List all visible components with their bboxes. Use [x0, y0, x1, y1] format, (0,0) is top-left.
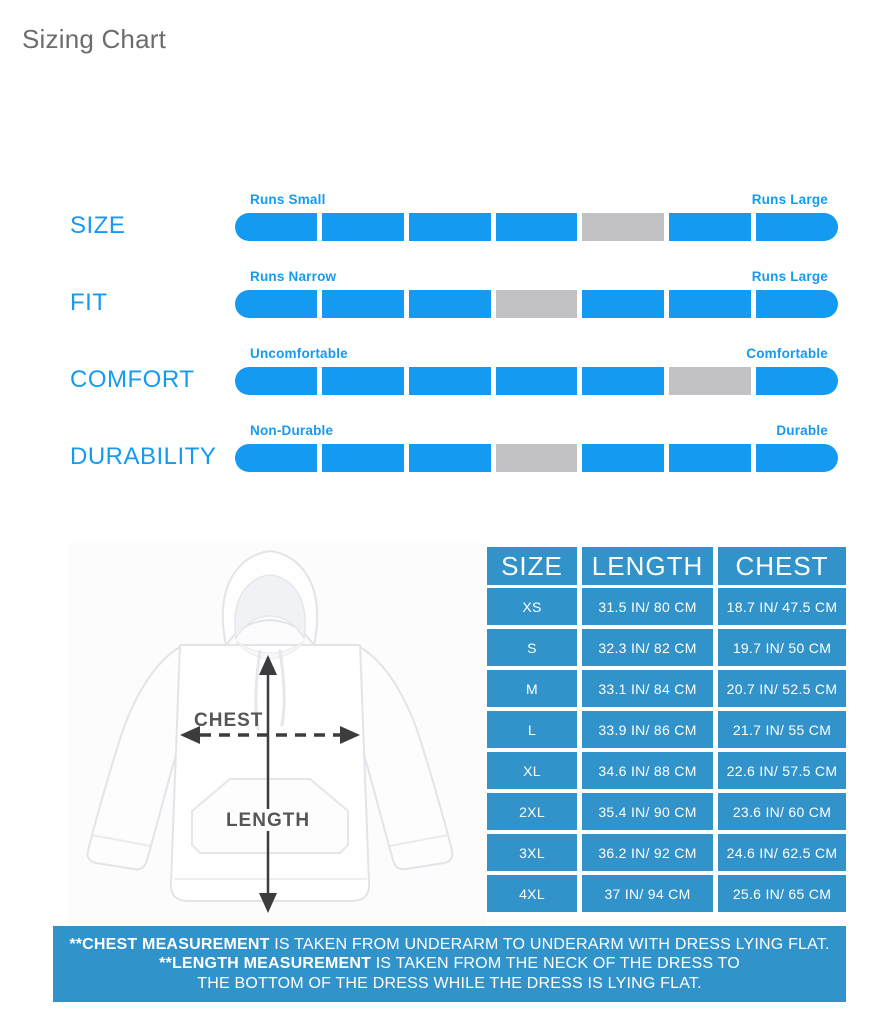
- bar-caption-right: Durable: [776, 423, 828, 438]
- bar-segment: [496, 213, 578, 241]
- table-cell: 33.1 IN/ 84 CM: [582, 670, 713, 707]
- table-cell: 31.5 IN/ 80 CM: [582, 588, 713, 625]
- length-note-rest-2: THE BOTTOM OF THE DRESS WHILE THE DRESS IS LYING FLAT.: [197, 974, 702, 992]
- bar-segment: [582, 367, 664, 395]
- table-cell: 19.7 IN/ 50 CM: [718, 629, 846, 666]
- bar-segment-marker: [496, 290, 578, 318]
- table-cell: 37 IN/ 94 CM: [582, 875, 713, 912]
- bar-segment: [756, 213, 838, 241]
- bar-segment: [582, 444, 664, 472]
- rating-row: [0, 346, 887, 423]
- table-header-cell: LENGTH: [582, 547, 713, 585]
- bar-segment: [756, 290, 838, 318]
- table-header-cell: SIZE: [487, 547, 577, 585]
- table-cell: 2XL: [487, 793, 577, 830]
- bar-caption-right: Runs Large: [751, 192, 828, 207]
- bar-caption-left: Non-Durable: [250, 423, 334, 438]
- table-cell: 18.7 IN/ 47.5 CM: [718, 588, 846, 625]
- bar-segment: [669, 213, 751, 241]
- bar-caption-left: Uncomfortable: [250, 346, 348, 361]
- bar-segment: [409, 367, 491, 395]
- table-cell: 21.7 IN/ 55 CM: [718, 711, 846, 748]
- bar-segment: [409, 290, 491, 318]
- rating-row: [0, 423, 887, 500]
- table-cell: 4XL: [487, 875, 577, 912]
- length-note-bold: **LENGTH MEASUREMENT: [159, 955, 372, 973]
- table-cell: L: [487, 711, 577, 748]
- size-table: [487, 547, 846, 912]
- page-title: Sizing Chart: [22, 24, 167, 54]
- bar-segment: [235, 290, 317, 318]
- bar-captions: [235, 346, 838, 363]
- length-note-line: [159, 954, 740, 974]
- table-header-cell: CHEST: [718, 547, 846, 585]
- table-cell: M: [487, 670, 577, 707]
- rating-label: SIZE: [70, 212, 126, 239]
- bar-segment: [669, 444, 751, 472]
- bar-segment: [756, 444, 838, 472]
- rating-bar: [235, 367, 838, 395]
- rating-bar: [235, 213, 838, 241]
- bar-segment: [322, 290, 404, 318]
- table-cell: 3XL: [487, 834, 577, 871]
- table-cell: XL: [487, 752, 577, 789]
- bar-segment: [322, 367, 404, 395]
- bar-segment-marker: [496, 444, 578, 472]
- rating-label: DURABILITY: [70, 443, 217, 470]
- bar-segment: [409, 213, 491, 241]
- rating-bar: [235, 444, 838, 472]
- bar-captions: [235, 423, 838, 440]
- bar-segment: [235, 367, 317, 395]
- rating-row: [0, 269, 887, 346]
- bar-caption-right: Comfortable: [746, 346, 828, 361]
- hoodie-illustration: [68, 543, 486, 928]
- bar-segment: [322, 213, 404, 241]
- table-cell: 25.6 IN/ 65 CM: [718, 875, 846, 912]
- rating-bar-wrap: [235, 423, 838, 472]
- length-diagram-label: LENGTH: [225, 810, 311, 831]
- chest-note-bold: **CHEST MEASUREMENT: [69, 935, 270, 953]
- table-cell: 33.9 IN/ 86 CM: [582, 711, 713, 748]
- bar-captions: [235, 269, 838, 286]
- table-cell: 35.4 IN/ 90 CM: [582, 793, 713, 830]
- rating-bar-wrap: [235, 346, 838, 395]
- bar-segment: [669, 290, 751, 318]
- bar-caption-left: Runs Narrow: [250, 269, 337, 284]
- table-cell: 36.2 IN/ 92 CM: [582, 834, 713, 871]
- chest-note-line: [69, 935, 829, 955]
- length-note-line-2: [197, 974, 702, 994]
- table-cell: XS: [487, 588, 577, 625]
- bar-segment: [235, 213, 317, 241]
- bar-segment: [496, 367, 578, 395]
- bar-segment: [235, 444, 317, 472]
- table-cell: 22.6 IN/ 57.5 CM: [718, 752, 846, 789]
- table-cell: 23.6 IN/ 60 CM: [718, 793, 846, 830]
- table-cell: 34.6 IN/ 88 CM: [582, 752, 713, 789]
- bar-segment: [756, 367, 838, 395]
- chest-diagram-label: CHEST: [194, 710, 264, 731]
- bar-captions: [235, 192, 838, 209]
- length-note-rest: IS TAKEN FROM THE NECK OF THE DRESS TO: [371, 955, 740, 973]
- bar-segment: [322, 444, 404, 472]
- rating-bar-wrap: [235, 269, 838, 318]
- bar-caption-right: Runs Large: [751, 269, 828, 284]
- rating-label: FIT: [70, 289, 108, 316]
- bar-segment-marker: [669, 367, 751, 395]
- table-cell: 24.6 IN/ 62.5 CM: [718, 834, 846, 871]
- rating-row: [0, 192, 887, 269]
- bar-segment: [582, 290, 664, 318]
- bar-segment: [409, 444, 491, 472]
- measurement-note: [53, 926, 846, 1002]
- bar-caption-left: Runs Small: [250, 192, 326, 207]
- hoodie-body: [171, 645, 369, 901]
- table-cell: S: [487, 629, 577, 666]
- bar-segment-marker: [582, 213, 664, 241]
- chest-note-rest: IS TAKEN FROM UNDERARM TO UNDERARM WITH DRESS LYING FLAT.: [269, 935, 830, 953]
- table-cell: 32.3 IN/ 82 CM: [582, 629, 713, 666]
- rating-label: COMFORT: [70, 366, 195, 393]
- rating-bars-section: [0, 192, 887, 500]
- rating-bar: [235, 290, 838, 318]
- table-cell: 20.7 IN/ 52.5 CM: [718, 670, 846, 707]
- rating-bar-wrap: [235, 192, 838, 241]
